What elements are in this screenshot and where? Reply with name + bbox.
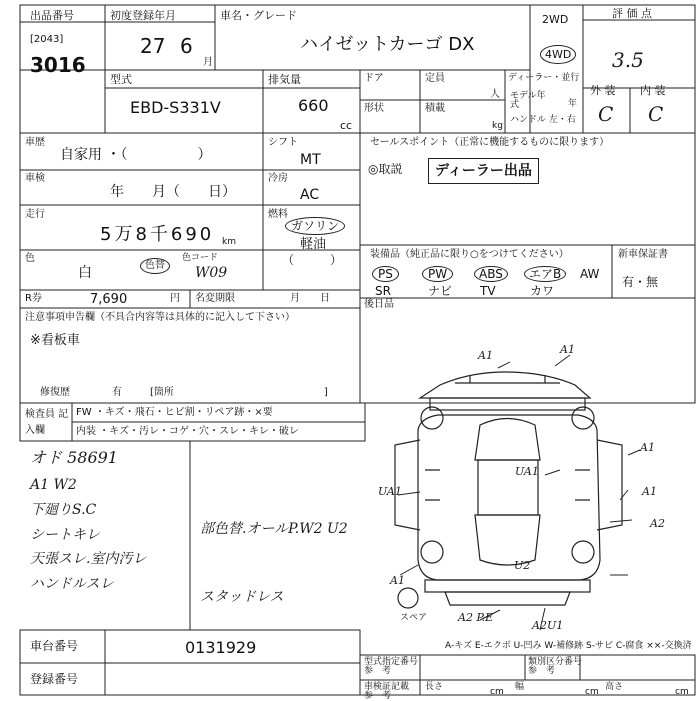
handnote-4: シートキレ [30,527,100,543]
handnote-7: 部色替.オールP.W2 U2 [200,521,348,537]
height-label: 高さ [605,682,624,692]
type-label: 型式 [110,73,132,86]
inspector-label: 検査員 記入欄 [25,409,69,436]
mark-rear-right: A2U1 [532,619,564,632]
drive-2wd: 2WD [542,13,569,26]
displacement-label: 排気量 [268,73,301,86]
mark-front-left: A1 [478,349,493,362]
interior-value: C [648,102,664,126]
usage-label: 車歴 [25,137,45,148]
equip-label: 装備品（純正品に限り○をつけてください） [370,249,569,260]
history-label: 後日品 [364,299,394,310]
color-change: 色替 [140,258,170,274]
exterior-label: 外 装 [590,84,616,97]
exterior-value: C [598,102,614,126]
recycle-value: 7,690 [90,292,128,307]
grade-value: 3.5 [612,48,644,72]
equip-navi: ナビ [428,284,453,298]
load-unit: kg [492,121,503,131]
equip-abs: ABS [474,266,508,282]
notes-label: 注意事項申告欄（不具合内容等は具体的に記入して下さい） [25,312,295,323]
shape-label: 形状 [364,103,384,114]
fuel-gas: ガソリン [285,217,345,235]
manual-item: ◎取説 [368,162,403,176]
handle-label: ハンドル 左・右 [510,115,576,125]
month-unit: 月 [203,57,213,68]
interior-label: 内 装 [640,84,666,97]
chassis-label: 車台番号 [30,639,79,653]
repair-place: [箇所 ] [150,387,328,398]
notes-value: ※看板車 [30,333,80,348]
model-label: 車名・グレード [220,9,297,22]
name-change-value: 月 日 [290,293,330,304]
mark-roof: UA1 [515,465,539,478]
capacity-label: 定員 [425,73,445,84]
repair-value: 有 [112,387,122,398]
mark-left-side: UA1 [378,485,402,498]
color-value: 白 [78,265,92,281]
dealer-label: ディーラー・並行 [508,73,580,83]
load-label: 積載 [425,103,445,114]
reg-label: 登録番号 [30,672,79,686]
shift-label: シフト [268,137,298,148]
name-change-label: 名変期限 [195,293,235,304]
usage-value: 自家用 ・（ ） [60,147,212,163]
damage-legend: A-キズ E-エクボ U-凹み W-補修跡 S-サビ C-腐食 ××-交換済 [445,641,692,651]
car-diagram [395,372,622,608]
type-value: EBD-S331V [130,98,221,117]
dealer-car-badge: ディーラー出品 [428,158,539,184]
displacement-value: 660 [298,96,329,115]
inspector-row2: 内装 ・キズ・汚レ・コゲ・穴・スレ・キレ・破レ [76,426,299,437]
fuel-label: 燃料 [268,209,288,220]
size-label: 車検証記載 参 考 [364,682,410,701]
displacement-unit: cc [340,119,353,132]
color-label: 色 [25,253,35,264]
inspection-value: 年 月（ 日） [110,184,236,200]
equip-ps: PS [372,266,399,282]
handnote-8: スタッドレス [200,589,284,605]
warranty-value: 有・無 [622,275,659,289]
grade-label: 評 価 点 [612,7,652,20]
fuel-diesel: 軽油 [300,237,327,252]
sales-points-label: セールスポイント（正常に機能するものに限ります） [370,137,610,148]
length-unit: cm [490,687,504,697]
model-name: ハイゼットカーゴ DX [300,34,475,55]
width-unit: cm [585,687,599,697]
handnote-3: 下廻りS.C [30,502,97,518]
fuel-paren: （ ） [282,253,343,267]
ac-label: 冷房 [268,173,288,184]
chassis-value: 0131929 [185,638,257,657]
lot-sub: [2043] [30,34,64,45]
recycle-yen: 円 [170,293,180,304]
length-label: 長さ [425,682,444,692]
color-code-label: 色コード [182,253,219,263]
mileage-label: 走行 [25,209,45,220]
repair-label: 修復歴 [40,387,70,398]
handnote-5: 天張スレ.室内汚レ [30,551,147,567]
mark-front-right: A1 [560,343,575,356]
equip-tv: TV [480,284,496,298]
handnote-1: オド 58691 [30,448,118,467]
inspection-label: 車検 [25,173,45,184]
handnote-2: A1 W2 [30,477,77,493]
equip-leather: カワ [530,284,555,298]
spare-label: スペア [400,613,428,623]
mark-rear-left: A1 [390,574,405,587]
ac-value: AC [300,187,320,203]
equip-airbag: エアB [524,266,566,282]
equip-sr: SR [375,284,391,298]
model-cert-label: 型式指定番号 参 考 [364,657,419,676]
mark-right-mid: A2 [650,517,665,530]
width-label: 幅 [515,682,525,692]
equip-pw: PW [422,266,453,282]
mark-rear-center: U2 [514,559,531,572]
mark-right-top: A1 [640,441,655,454]
recycle-label: R券 [25,293,42,304]
color-code-value: W09 [195,265,228,281]
category-label: 類別区分番号 参 考 [528,657,583,676]
door-label: ドア [364,73,384,84]
capacity-unit: 人 [490,89,500,100]
year-unit: 年 [568,99,578,109]
handnote-6: ハンドルスレ [30,576,114,592]
model-year-label: モデル年式 [510,91,546,110]
lot-label: 出品番号 [30,9,74,22]
mileage-value: 5万8千690 [100,224,215,245]
inspector-row1: FW ・キズ・飛石・ヒビ割・リペア跡・×要 [76,407,273,418]
equip-aw: AW [580,267,600,281]
drive-4wd: 4WD [540,45,576,64]
mileage-unit: km [222,237,236,247]
first-reg-year: 27 [140,34,166,58]
first-reg-label: 初度登録年月 [110,9,176,22]
shift-value: MT [300,152,321,168]
mark-right-upper: A1 [642,485,657,498]
height-unit: cm [675,687,689,697]
first-reg-month: 6 [180,34,193,58]
warranty-label: 新車保証書 [618,249,668,260]
mark-rear-bumper: A2 P.E [458,611,494,624]
lot-number: 3016 [30,53,86,77]
